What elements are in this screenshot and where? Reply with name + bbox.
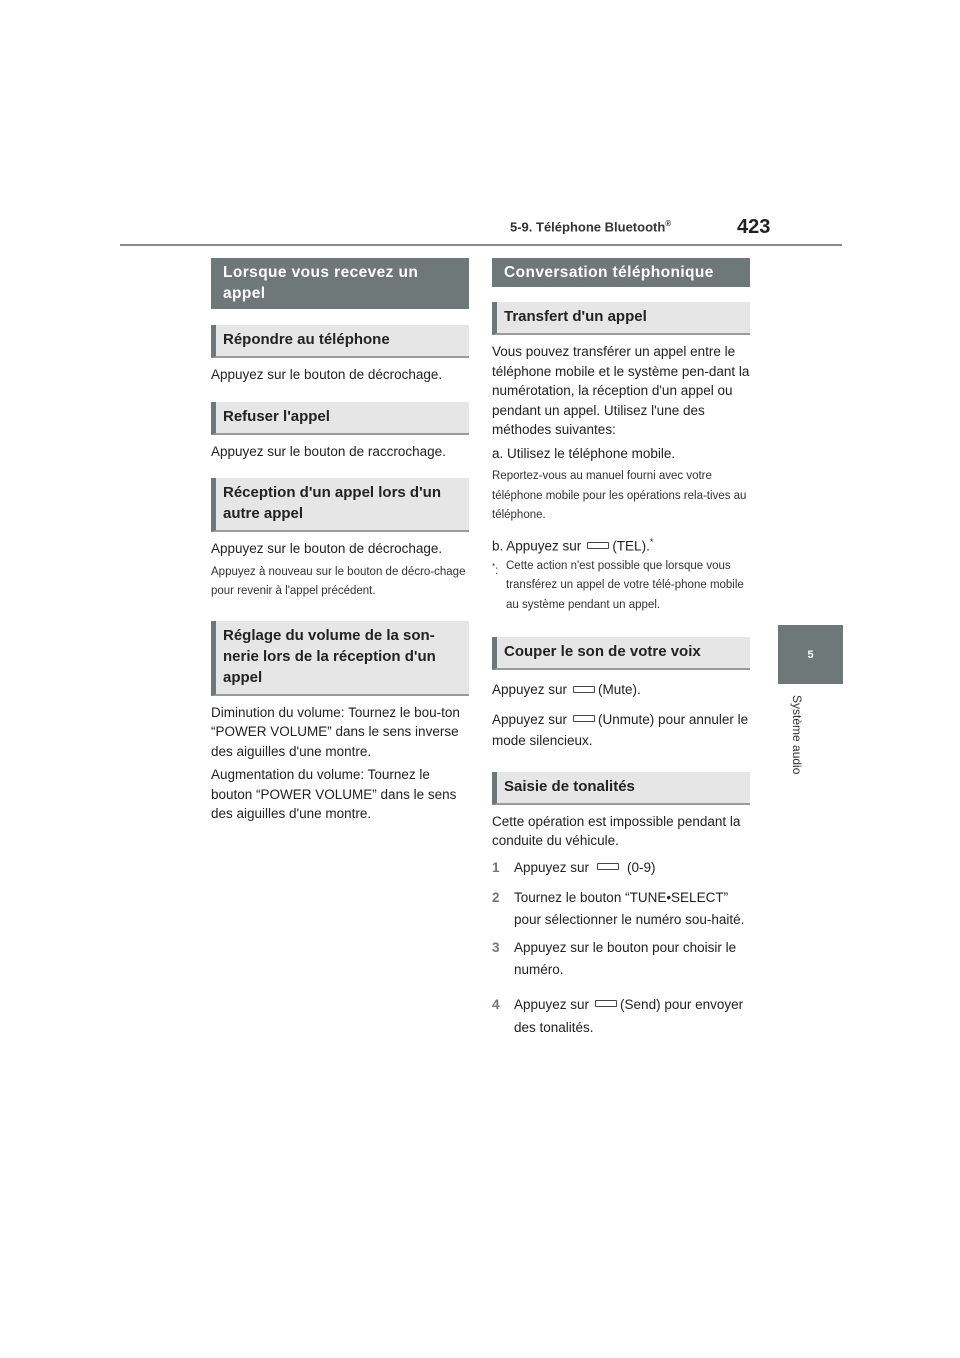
keypad-button-icon <box>597 863 619 870</box>
subheading-reject: Refuser l'appel <box>211 402 469 435</box>
method-b-footnote-mark: * <box>649 536 654 547</box>
section-heading-incoming-call: Lorsque vous recevez un appel <box>211 258 469 309</box>
unmute-button-icon <box>573 715 595 722</box>
mute-prefix: Appuyez sur <box>492 682 568 697</box>
step-number: 4 <box>492 996 500 1012</box>
answer-text: Appuyez sur le bouton de décrochage. <box>211 367 443 382</box>
step-number: 2 <box>492 889 500 905</box>
tel-button-icon <box>587 542 609 549</box>
transfer-method-b <box>492 533 750 556</box>
step-text: Appuyez sur le bouton pour choisir le numéro. <box>514 939 737 977</box>
mute-button-icon <box>573 686 595 693</box>
chapter-tab: 5 <box>778 625 843 684</box>
section-heading-conversation: Conversation téléphonique <box>492 258 750 287</box>
receive-other-note: Appuyez à nouveau sur le bouton de décro-chage pour revenir à l'appel précédent. <box>211 565 466 597</box>
section-title-text: 5-9. Téléphone Bluetooth <box>510 219 666 235</box>
page-number: 423 <box>737 216 771 238</box>
step-text: Appuyez sur (0-9) <box>514 859 656 875</box>
subheading-tones: Saisie de tonalités <box>492 772 750 805</box>
volume-decrease-text: Diminution du volume: Tournez le bou-ton “POWER VOLUME” dans le sens inverse des aiguilles d'une montre. <box>211 704 460 759</box>
method-b-suffix: (TEL). <box>612 538 650 553</box>
subheading-receive-other-call: Réception d'un appel lors d'un autre appel <box>211 478 469 532</box>
step-text: Appuyez sur (Send) pour envoyer des tonalités. <box>514 996 744 1035</box>
tone-step-3 <box>492 937 750 981</box>
section-title <box>510 219 671 234</box>
transfer-method-a-note: Reportez-vous au manuel fourni avec votre téléphone mobile pour les opérations rela-tives au téléphone. <box>492 470 747 521</box>
transfer-intro: Vous pouvez transférer un appel entre le téléphone mobile et le système pen-dant la numérotation, la réception d'un appel ou pendant un appel. Utilisez l'une des méthodes suivantes: <box>492 344 750 437</box>
unmute-line <box>492 709 750 751</box>
unmute-suffix: (Unmute) pour annuler le mode silencieux. <box>492 711 749 748</box>
unmute-prefix: Appuyez sur <box>492 711 568 727</box>
mute-suffix: (Mute). <box>598 682 641 697</box>
subheading-answer: Répondre au téléphone <box>211 325 469 358</box>
mute-line <box>492 680 750 700</box>
registered-mark: ® <box>665 219 672 228</box>
subheading-transfer: Transfert d'un appel <box>492 302 750 335</box>
footnote-mark: *: <box>492 561 499 577</box>
subheading-mute: Couper le son de votre voix <box>492 637 750 670</box>
tone-step-2 <box>492 887 750 931</box>
tones-intro: Cette opération est impossible pendant la conduite du véhicule. <box>492 813 741 848</box>
reject-text: Appuyez sur le bouton de raccrochage. <box>211 443 446 459</box>
receive-other-text: Appuyez sur le bouton de décrochage. <box>211 541 443 556</box>
tone-step-1 <box>492 857 750 879</box>
subheading-ringtone-volume: Réglage du volume de la son-nerie lors de la réception d'un appel <box>211 621 469 696</box>
transfer-footnote <box>492 557 750 616</box>
step-text: Tournez le bouton “TUNE•SELECT” pour sélectionner le numéro sou-haité. <box>514 889 745 927</box>
footnote-text: Cette action n'est possible que lorsque vous transférez un appel de votre télé-phone mobile au système pendant un appel. <box>506 559 744 611</box>
step-number: 1 <box>492 859 500 875</box>
transfer-method-a: a. Utilisez le téléphone mobile. <box>492 445 676 461</box>
tone-step-4 <box>492 993 750 1039</box>
method-b-prefix: b. Appuyez sur <box>492 538 582 553</box>
header-rule <box>120 244 842 246</box>
send-button-icon <box>595 1000 617 1007</box>
step-number: 3 <box>492 939 500 955</box>
volume-increase-text: Augmentation du volume: Tournez le bouton “POWER VOLUME” dans le sens des aiguilles d'une montre. <box>211 767 457 821</box>
left-column <box>211 258 469 824</box>
right-column <box>492 258 750 1039</box>
chapter-title: Système audio <box>790 695 804 775</box>
